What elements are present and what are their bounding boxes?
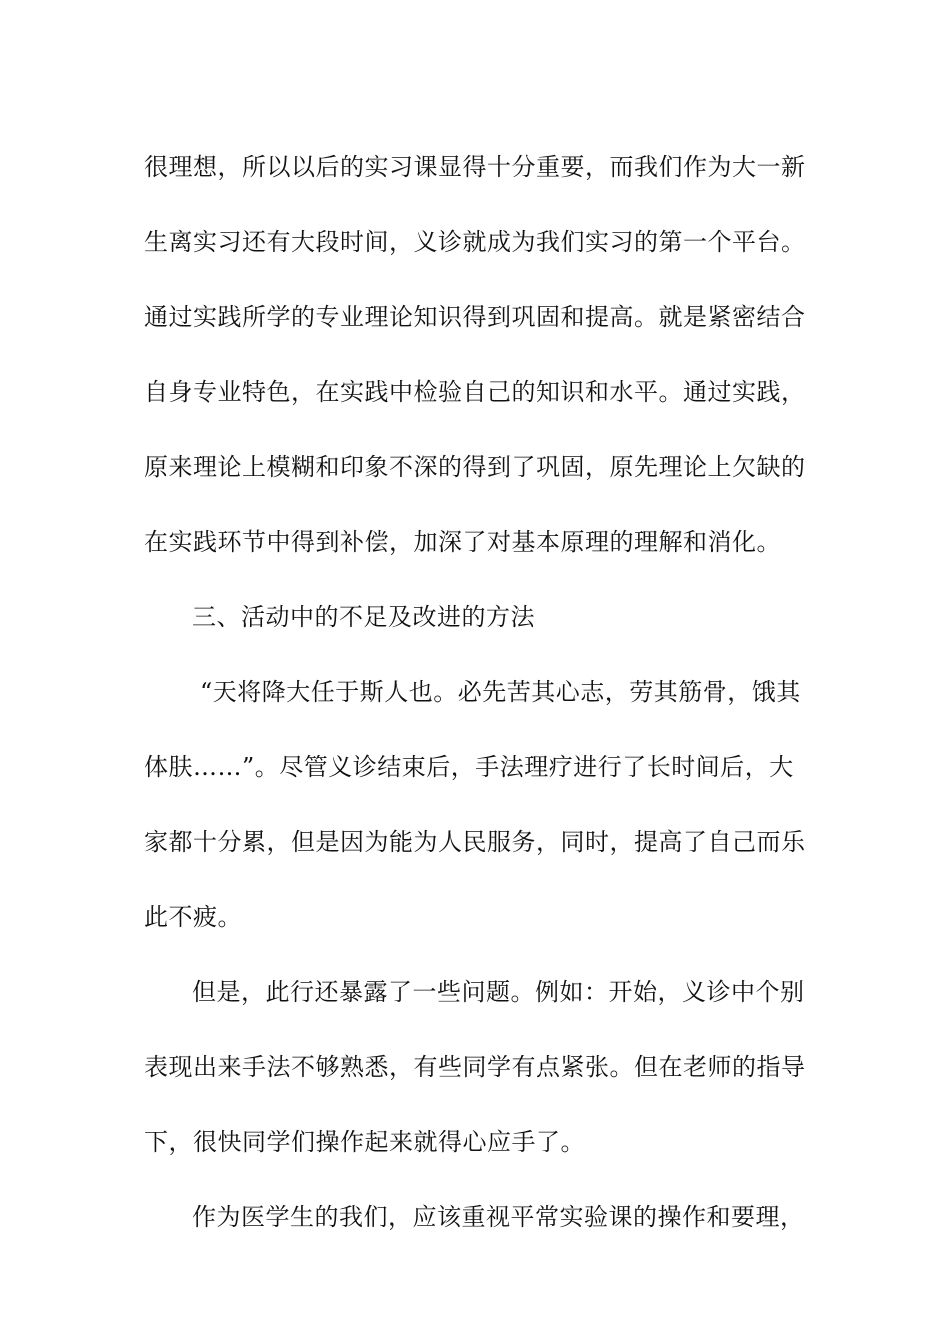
text-line-6: 在实践环节中得到补偿，加深了对基本原理的理解和消化。	[144, 528, 781, 556]
section-heading: 三、活动中的不足及改进的方法	[192, 603, 535, 631]
text-line-10: 家都十分累，但是因为能为人民服务，同时，提高了自己而乐	[144, 828, 806, 856]
text-line-11: 此不疲。	[144, 903, 242, 931]
text-line-12: 但是，此行还暴露了一些问题。例如：开始，义诊中个别	[192, 978, 805, 1006]
body-text	[144, 130, 806, 1255]
text-line-2: 生离实习还有大段时间，义诊就成为我们实习的第一个平台。	[144, 228, 806, 256]
text-line-9: 体肤……”。尽管义诊结束后，手法理疗进行了长时间后，大	[144, 753, 794, 781]
text-line-15: 作为医学生的我们，应该重视平常实验课的操作和要理，	[192, 1203, 805, 1231]
text-line-14: 下，很快同学们操作起来就得心应手了。	[144, 1128, 585, 1156]
text-line-1: 很理想，所以以后的实习课显得十分重要，而我们作为大一新	[144, 153, 806, 181]
text-line-4: 自身专业特色，在实践中检验自己的知识和水平。通过实践，	[144, 378, 806, 406]
text-line-3: 通过实践所学的专业理论知识得到巩固和提高。就是紧密结合	[144, 303, 806, 331]
quote-line: “天将降大任于斯人也。必先苦其心志，劳其筋骨，饿其	[200, 678, 801, 706]
text-line-5: 原来理论上模糊和印象不深的得到了巩固，原先理论上欠缺的	[144, 453, 806, 481]
text-line-13: 表现出来手法不够熟悉，有些同学有点紧张。但在老师的指导	[144, 1053, 806, 1081]
